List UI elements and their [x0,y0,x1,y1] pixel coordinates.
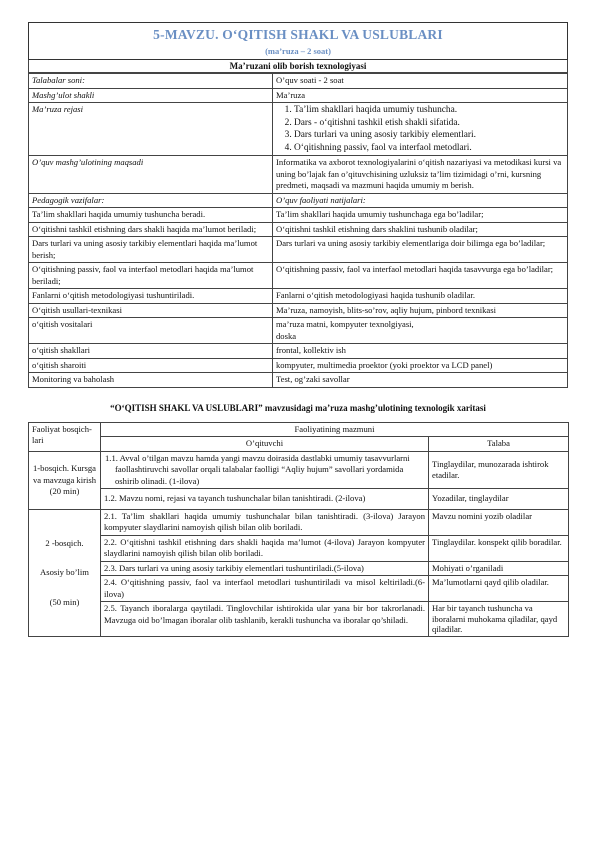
page-subtitle: (ma’ruza – 2 soat) [265,46,331,56]
tech-table [28,73,568,388]
table-row [29,222,568,237]
stage-1-cell [29,451,101,509]
row-value: Informatika va axborot texnologiyalarini o‘qitish nazariyasi va metodikasi kursi va uning bo’lajak fan o’qituvchisining uzluksiz ta’lim tizimidagi o’rni, kursning predmeti, maqsadi va mazmuni haqida umumiy m berish. [273,156,568,194]
student-activity: Mohiyati o’rganiladi [429,561,569,576]
stage-name: 2 -bosqich. [45,537,84,548]
table-header-row [29,437,569,452]
row-label: Mashg’ulot shakli [29,88,273,103]
student-activity: Yozadilar, tinglaydilar [429,489,569,510]
table-row [29,156,568,194]
student-activity: Tinglaydilar, munozarada ishtirok etadilar. [429,451,569,489]
table-row [29,263,568,289]
table-row [29,451,569,489]
row-label: Monitoring va baholash [29,373,273,388]
row-label: Dars turlari va uning asosiy tarkibiy elementlari haqida ma’lumot berish; [29,237,273,263]
row-label: Pedagogik vazifalar: [29,193,273,208]
table-row [29,358,568,373]
stage-section: Asosiy bo’lim [40,567,89,578]
list-item: 1. Ta’lim shakllari haqida umumiy tushuncha. [294,104,564,117]
row-value: Dars turlari va uning asosiy tarkibiy elementlariga doir bilimga ega bo’ladilar; [273,237,568,263]
row-value: O‘qitishni tashkil etishning dars shaklini tushunib oladilar; [273,222,568,237]
list-item: 2. Dars - o‘qitishni tashkil etish shakli sifatida. [294,117,564,130]
col-teacher-header: O’qituvchi [101,437,429,452]
row-value: O‘qitishning passiv, faol va interfaol metodlari haqida tasavvurga ega bo’ladilar; [273,263,568,289]
list-item: 4. O‘qitishning passiv, faol va interfaol metodlari. [294,142,564,155]
row-value: frontal, kollektiv ish [273,344,568,359]
col-student-header: Talaba [429,437,569,452]
table-row [29,289,568,304]
row-label: Fanlarni o‘qitish metodologiyasi tushuntiriladi. [29,289,273,304]
table-row [29,561,569,576]
table-row [29,373,568,388]
row-value: O’quv faoliyati natijalari: [273,193,568,208]
teacher-activity: 2.4. O‘qitishning passiv, faol va interfaol metodlari tushuntiriladi va misol keltiriladi.(6-ilova) [101,576,429,602]
student-activity: Tinglaydilar. konspekt qilib boradilar. [429,535,569,561]
row-value-line: doska [276,330,297,341]
teacher-activity: 2.3. Dars turlari va uning asosiy tarkibiy elementlari tushuntiriladi.(5-ilova) [101,561,429,576]
teacher-activity: 2.2. O‘qitishni tashkil etishning dars shakli haqida ma’lumot (4-ilova) Jarayon kompyuter slaydlarini namoyish qilish bilan olib boriladi. [101,535,429,561]
map-heading: “O‘QITISH SHAKL VA USLUBLARI” mavzusidagi ma’ruza mashg’ulotining texnologik xaritasi [110,402,486,413]
title-box [28,22,568,60]
table-row [29,535,569,561]
row-label: o‘qitish shakllari [29,344,273,359]
row-label: Ma’ruza rejasi [29,103,273,156]
table-row [29,509,569,535]
teacher-activity: 2.1. Ta’lim shakllari haqida umumiy tushunchalar bilan tanishtiradi. (3-ilova) Jarayon kompyuter slaydlarini namoyish qilish bilan olib boriladi. [101,509,429,535]
student-activity: Ma’lumotlarni qayd qilib oladilar. [429,576,569,602]
student-activity: Har bir tayanch tushuncha va iboralarni muhokama qiladilar, qayd qiladilar. [429,602,569,637]
table-header-row [29,422,569,437]
row-value: Fanlarni o‘qitish metodologiyasi haqida tushunib oladilar. [273,289,568,304]
table-row [29,103,568,156]
table-row [29,74,568,89]
row-label: O‘qitish usullari-texnikasi [29,303,273,318]
table-row [29,88,568,103]
row-value: Ma’ruza [273,88,568,103]
stage-time: (50 min) [49,596,80,607]
document-page [28,22,568,637]
table-row [29,318,568,344]
tech-table-caption: Ma’ruzani olib borish texnologiyasi [28,60,568,73]
table-row [29,237,568,263]
teacher-activity: 1.1. Avval o’tilgan mavzu hamda yangi mavzu doirasida dastlabki umumiy tasavvurlarni faollashtiruvchi savollar orqali talabalar faolligi “Aqliy hujum” savollari yordamida oshirib olinadi. (1-ilova) [101,451,429,489]
row-value [273,318,568,344]
table-row [29,344,568,359]
plan-list-cell [273,103,568,156]
stage-name: 1-bosqich. Kursga va mavzuga kirish [32,463,96,485]
table-row [29,489,569,510]
row-label: o‘qitish vositalari [29,318,273,344]
stage-2-cell [29,509,101,636]
plan-list [276,104,564,154]
row-label: O‘qitishning passiv, faol va interfaol metodlari haqida ma’lumot beriladi; [29,263,273,289]
row-value: kompyuter, multimedia proektor (yoki proektor va LCD panel) [273,358,568,373]
row-value-line: ma’ruza matni, kompyuter texnolgiyasi, [276,319,414,330]
teacher-activity: 1.2. Mavzu nomi, rejasi va tayanch tushunchalar bilan tanishtiradi. (2-ilova) [101,489,429,510]
table-row [29,193,568,208]
row-label: O‘qitishni tashkil etishning dars shakli haqida ma’lumot beriladi; [29,222,273,237]
row-label: O’quv mashg’ulotining maqsadi [29,156,273,194]
row-label: o‘qitish sharoiti [29,358,273,373]
teacher-activity: 2.5. Tayanch iboralarga qaytiladi. Tinglovchilar ishtirokida ular yana bir bor takrorlanadi. Mavzuga oid bo’lmagan iboralar olib tashlanib, kerakli tushuncha va iboralar qo’shiladi. [101,602,429,637]
table-row [29,576,569,602]
page-title: 5-MAVZU. O‘QITISH SHAKL VA USLUBLARI [153,27,443,42]
stage-time: (20 min) [49,486,80,497]
col-content-header: Faoliyatining mazmuni [101,422,569,437]
list-item: 3. Dars turlari va uning asosiy tarkibiy elementlari. [294,129,564,142]
row-value: Test, og’zaki savollar [273,373,568,388]
row-value: O’quv soati - 2 soat [273,74,568,89]
tech-map-table [28,422,569,637]
col-stage-header: Faoliyat bosqich-lari [29,422,101,451]
row-label: Ta’lim shakllari haqida umumiy tushuncha beradi. [29,208,273,223]
row-value: Ma’ruza, namoyish, blits-so’rov, aqliy hujum, pinbord texnikasi [273,303,568,318]
table-row [29,602,569,637]
student-activity: Mavzu nomini yozib oladilar [429,509,569,535]
row-label: Talabalar soni: [29,74,273,89]
table-row [29,303,568,318]
row-value: Ta’lim shakllari haqida umumiy tushunchaga ega bo’ladilar; [273,208,568,223]
table-row [29,208,568,223]
